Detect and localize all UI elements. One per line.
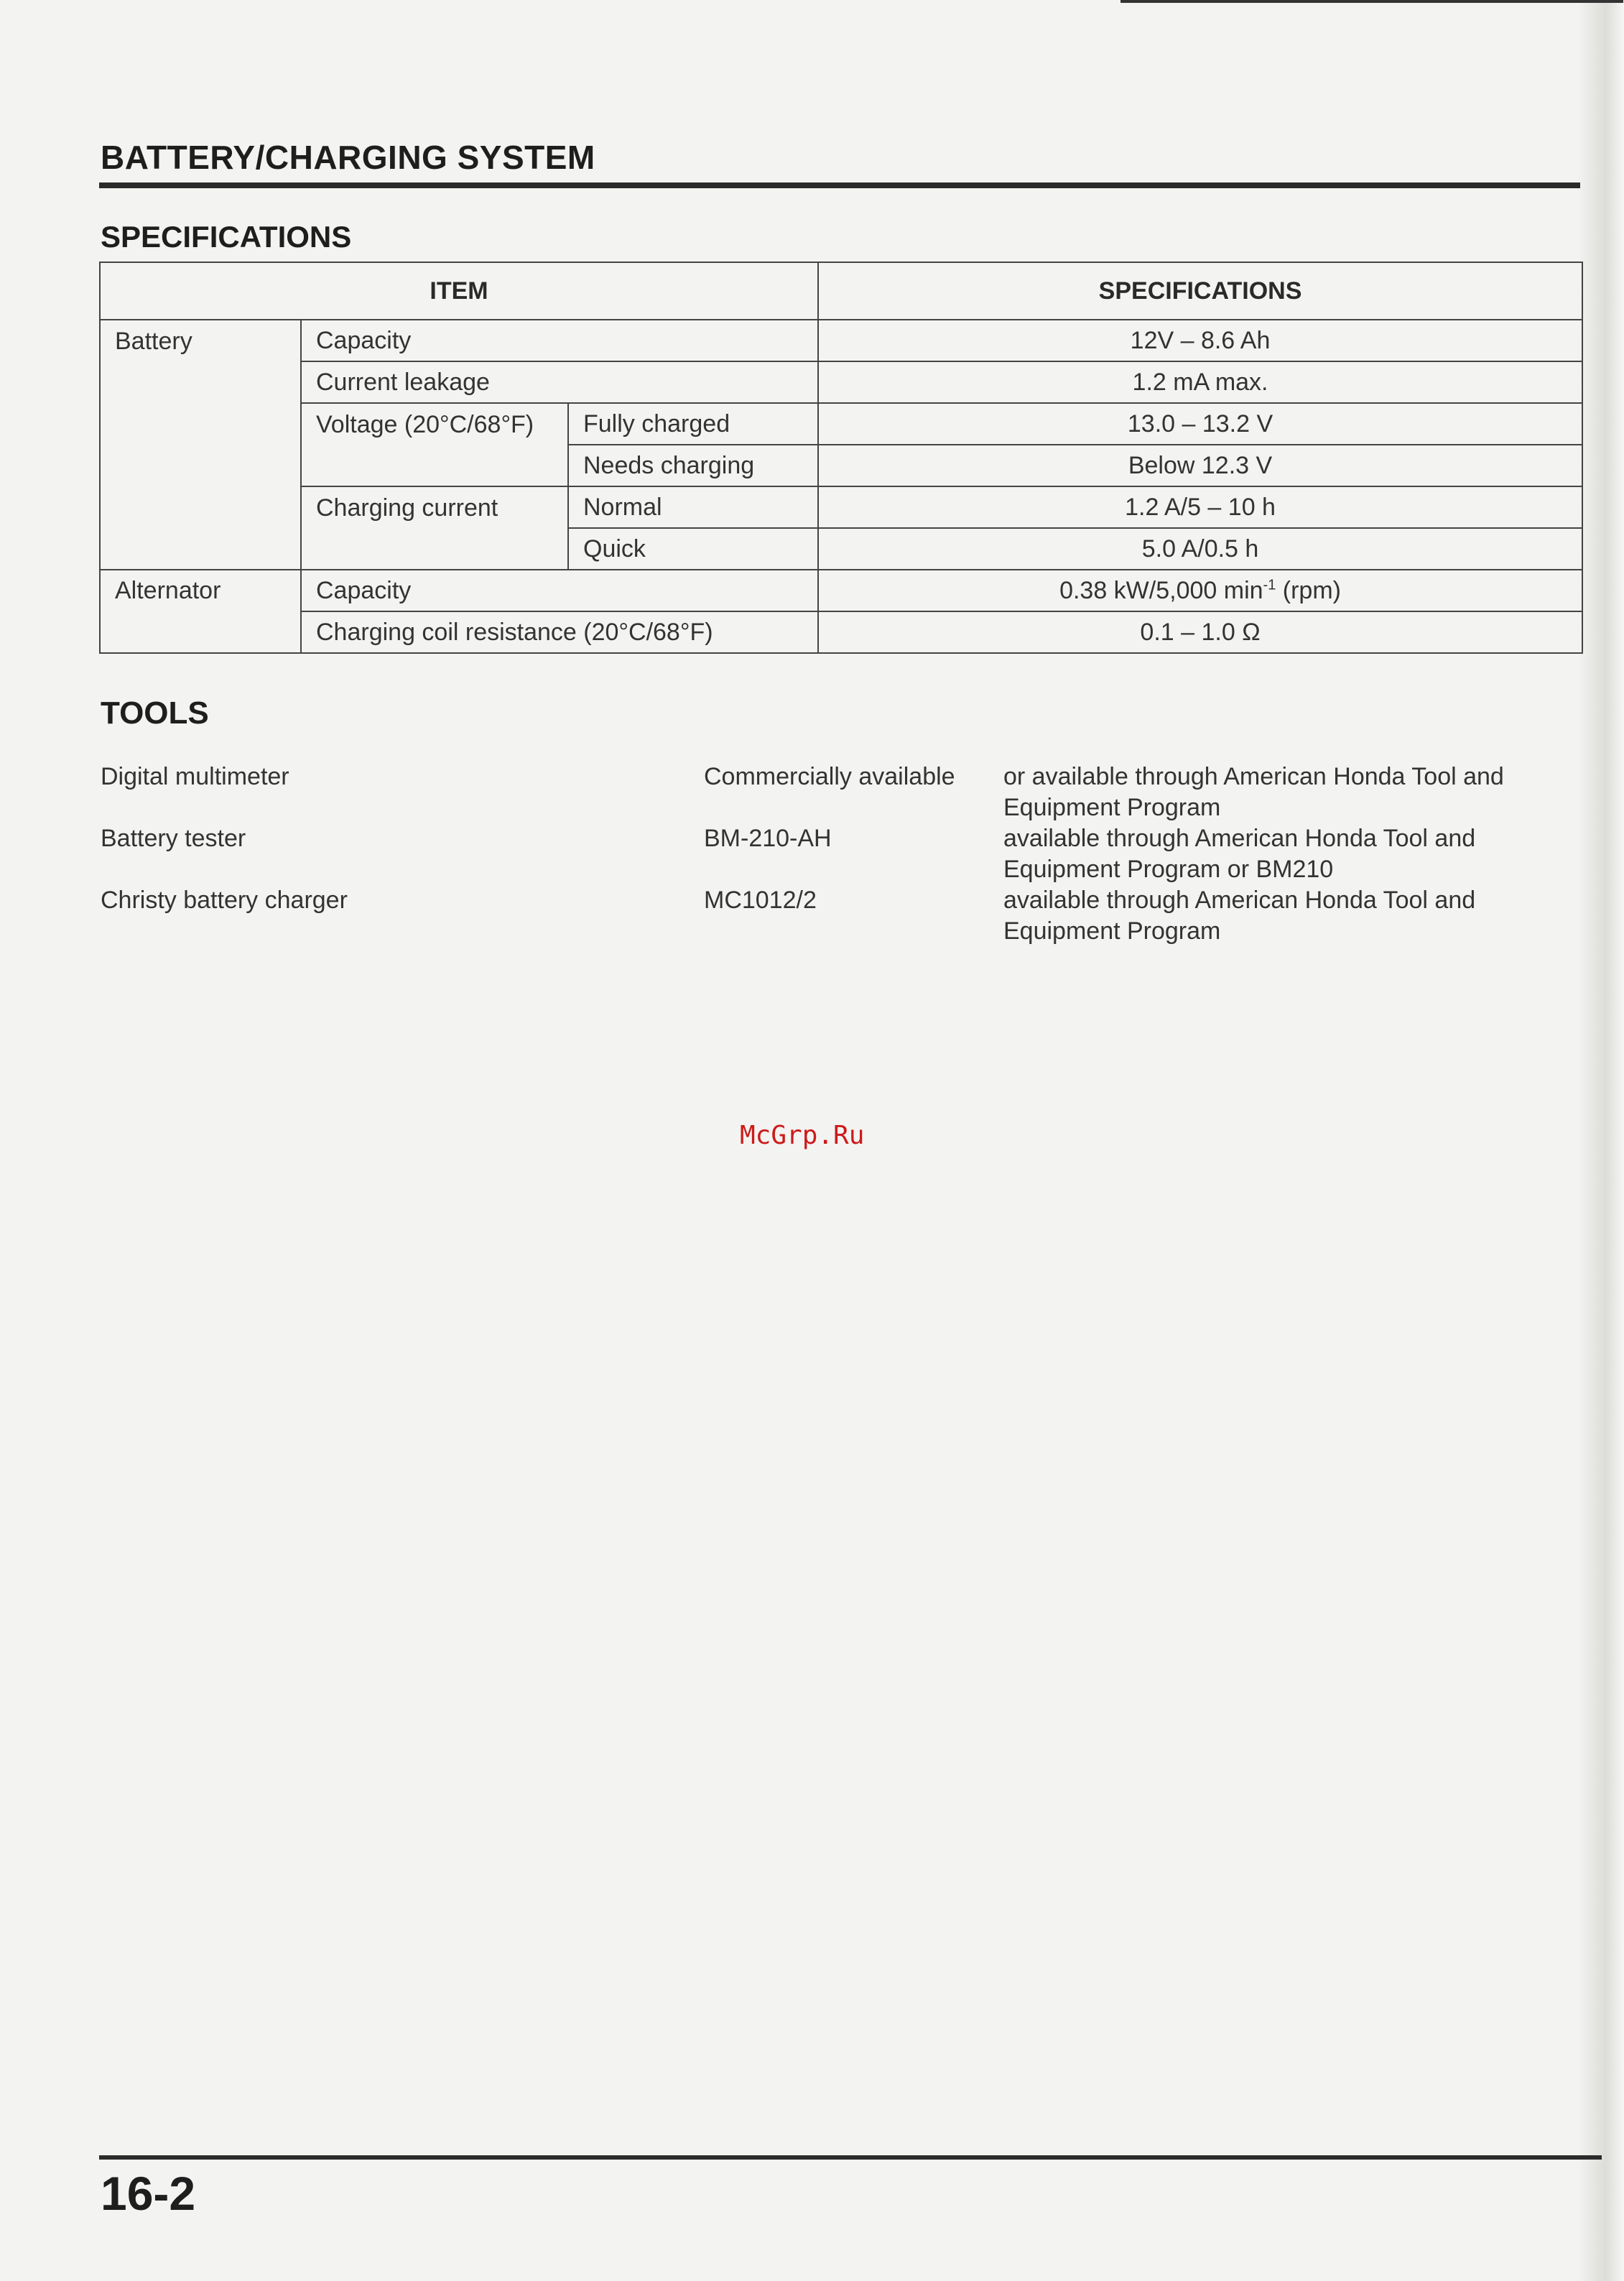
quick-value: 5.0 A/0.5 h (818, 528, 1582, 570)
tool-name: Digital multimeter (101, 763, 289, 790)
tool-name: Battery tester (101, 825, 246, 852)
alternator-capacity-value-main: 0.38 kW/5,000 min (1059, 576, 1263, 604)
tool-row (101, 823, 1580, 885)
alternator-group-blank (100, 611, 301, 653)
fully-charged-value: 13.0 – 13.2 V (818, 403, 1582, 445)
coil-resistance-value: 0.1 – 1.0 Ω (818, 611, 1582, 653)
coil-resistance-label: Charging coil resistance (20°C/68°F) (301, 611, 818, 653)
title-rule (99, 182, 1580, 188)
tool-row (101, 762, 1580, 823)
page-number: 16-2 (101, 2167, 196, 2220)
specifications-heading: SPECIFICATIONS (101, 220, 352, 254)
tool-row (101, 885, 1580, 947)
tool-number: Commercially available (704, 763, 955, 790)
alternator-capacity-value-unit: (rpm) (1276, 576, 1341, 604)
table-row (100, 570, 1582, 611)
charging-current-label: Charging current (301, 486, 568, 570)
battery-capacity-value: 12V – 8.6 Ah (818, 320, 1582, 361)
bottom-rule (99, 2155, 1602, 2160)
current-leakage-label: Current leakage (301, 361, 818, 403)
table-row (100, 361, 1582, 403)
table-row (100, 403, 1582, 445)
tool-note: or available through American Honda Tool and Equipment Program (1003, 763, 1504, 821)
battery-group-label: Battery (100, 320, 301, 570)
section-title: BATTERY/CHARGING SYSTEM (101, 139, 595, 176)
tool-note: available through American Honda Tool and Equipment Program (1003, 887, 1476, 945)
alternator-capacity-value-exponent: -1 (1263, 577, 1276, 593)
table-row (100, 611, 1582, 653)
alternator-capacity-label: Capacity (301, 570, 818, 611)
needs-charging-label: Needs charging (568, 445, 818, 486)
top-edge-line (1120, 0, 1623, 3)
normal-value: 1.2 A/5 – 10 h (818, 486, 1582, 528)
tool-name: Christy battery charger (101, 887, 348, 914)
table-header-row (100, 262, 1582, 320)
specifications-table (99, 262, 1583, 654)
fully-charged-label: Fully charged (568, 403, 818, 445)
battery-capacity-label: Capacity (301, 320, 818, 361)
needs-charging-value: Below 12.3 V (818, 445, 1582, 486)
watermark: McGrp.Ru (740, 1121, 865, 1150)
page-edge-shadow (1578, 0, 1624, 2281)
current-leakage-value: 1.2 mA max. (818, 361, 1582, 403)
tool-number: MC1012/2 (704, 887, 817, 914)
normal-label: Normal (568, 486, 818, 528)
tools-heading: TOOLS (101, 695, 209, 731)
specifications-column-header: SPECIFICATIONS (818, 262, 1582, 320)
table-row (100, 320, 1582, 361)
table-row (100, 486, 1582, 528)
voltage-label: Voltage (20°C/68°F) (301, 403, 568, 486)
tool-number: BM-210-AH (704, 825, 832, 852)
quick-label: Quick (568, 528, 818, 570)
tool-note: available through American Honda Tool and Equipment Program or BM210 (1003, 825, 1476, 883)
item-column-header: ITEM (100, 262, 818, 320)
alternator-capacity-value (818, 570, 1582, 611)
tools-list (101, 762, 1580, 947)
alternator-group-label: Alternator (100, 570, 301, 611)
